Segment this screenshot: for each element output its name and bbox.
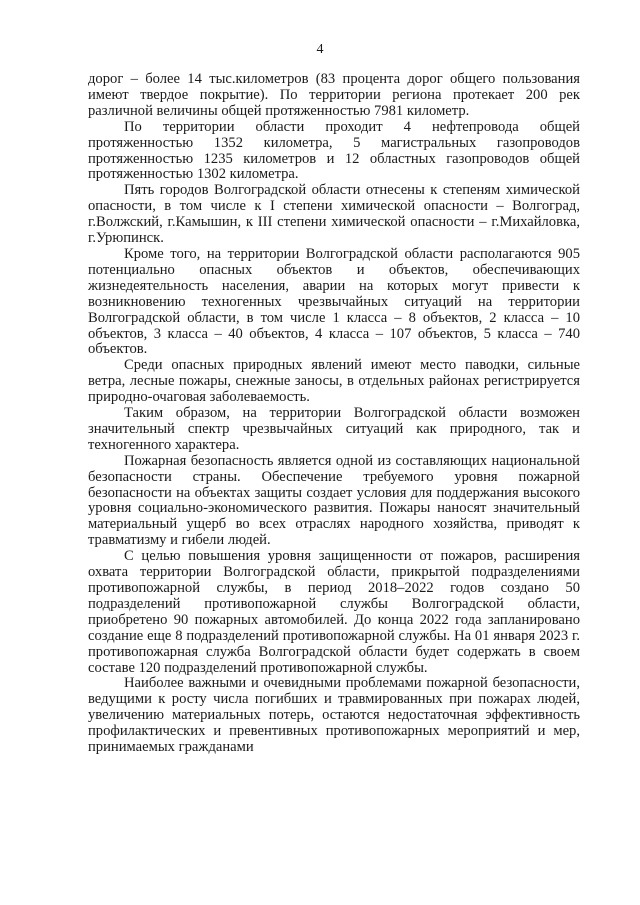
paragraph-emergency-spectrum: Таким образом, на территории Волгоградской области возможен значительный спектр чрезвычайных ситуаций как природного, так и техногенного характера.	[88, 405, 580, 453]
paragraph-roads-rivers: дорог – более 14 тыс.километров (83 процента дорог общего пользования имеют твердое покрытие). По территории региона протекает 200 рек различной величины общей протяженностью 7981 километр.	[88, 71, 580, 119]
paragraph-fire-protection-measures: С целью повышения уровня защищенности от пожаров, расширения охвата территории Волгоградской области, прикрытой подразделениями противопожарной службы, в период 2018–2022 годов создано 50 подразделений противопожарной службы Волгоградской области, приобретено 90 пожарных автомобилей. До конца 2022 года запланировано создание еще 8 подразделений противопожарной службы. На 01 января 2023 г. противопожарная служба Волгоградской области будет содержать в своем составе 120 подразделений противопожарной службы.	[88, 548, 580, 676]
paragraph-pipelines: По территории области проходит 4 нефтепровода общей протяженностью 1352 километра, 5 магистральных газопроводов протяженностью 1235 километров и 12 областных газопроводов общей протяженностью 1302 километра.	[88, 118, 580, 183]
paragraph-hazardous-objects: Кроме того, на территории Волгоградской области располагаются 905 потенциально опасных объектов и объектов, обеспечивающих жизнедеятельность населения, аварии на которых могут привести к возникновению техногенных чрезвычайных ситуаций на территории Волгоградской области, в том числе 1 класса – 8 объектов, 2 класса – 10 объектов, 3 класса – 40 объектов, 4 класса – 107 объектов, 5 класса – 740 объектов.	[88, 245, 580, 358]
paragraph-fire-safety-problems: Наиболее важными и очевидными проблемами пожарной безопасности, ведущими к росту числа погибших и травмированных при пожарах людей, увеличению материальных потерь, остаются недостаточная эффективность профилактических и превентивных противопожарных мероприятий и мер, принимаемых гражданами	[88, 675, 580, 756]
paragraph-chemical-hazard-cities: Пять городов Волгоградской области отнесены к степеням химической опасности, в том числе к I степени химической опасности – Волгоград, г.Волжский, г.Камышин, к III степени химической опасности – г.Михайловка, г.Урюпинск.	[88, 182, 580, 247]
page-number: 4	[316, 42, 324, 57]
paragraph-fire-safety: Пожарная безопасность является одной из составляющих национальной безопасности страны. Обеспечение требуемого уровня пожарной безопасности на объектах защиты создает условия для поддержания высокого уровня социально-экономического развития. Пожары наносят значительный материальный ущерб во всех отраслях народного хозяйства, приводят к травматизму и гибели людей.	[88, 452, 580, 549]
body-text	[88, 72, 580, 756]
paragraph-natural-hazards: Среди опасных природных явлений имеют место паводки, сильные ветра, лесные пожары, снежные заносы, в отдельных районах регистрируется природно-очаговая заболеваемость.	[88, 357, 580, 406]
